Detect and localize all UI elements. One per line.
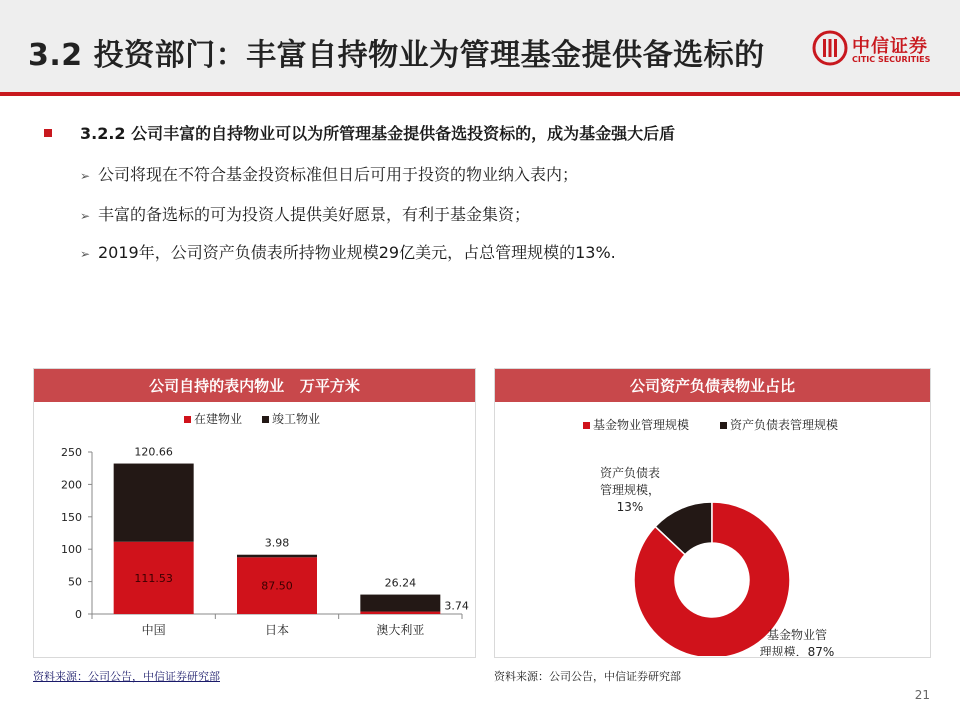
slice-label-line: 13% — [616, 500, 644, 514]
legend-swatch — [262, 416, 269, 423]
x-category-label: 澳大利亚 — [376, 623, 425, 637]
donut-chart-panel — [494, 368, 931, 658]
y-tick-label: 50 — [68, 575, 82, 589]
bullet-text: 2019年，公司资产负债表所持物业规模29亿美元，占总管理规模的13%. — [98, 243, 616, 262]
data-label-in-construction: 111.53 — [134, 571, 173, 585]
data-label-in-construction: 3.74 — [444, 599, 469, 613]
section-heading: 3.2.2 公司丰富的自持物业可以为所管理基金提供备选投资标的，成为基金强大后盾 — [80, 124, 676, 143]
data-label-completed: 26.24 — [384, 576, 417, 590]
y-tick-label: 100 — [61, 543, 82, 557]
bar-segment-completed — [114, 464, 194, 542]
bullet-point — [80, 162, 578, 185]
bar-chart-panel — [33, 368, 476, 658]
citic-logo-icon — [812, 30, 848, 66]
bullet-text: 公司将现在不符合基金投资标准但日后可用于投资的物业纳入表内； — [98, 165, 579, 184]
legend-label: 基金物业管理规模 — [593, 418, 690, 432]
data-label-in-construction: 87.50 — [261, 579, 293, 593]
bullet-point — [80, 202, 530, 225]
page-title: 3.2 投资部门：丰富自持物业为管理基金提供备选标的 — [28, 38, 765, 73]
x-category-label: 中国 — [141, 623, 166, 637]
legend-swatch — [720, 422, 727, 429]
bar-segment-in-construction — [360, 612, 440, 614]
logo-text-en: CITIC SECURITIES — [852, 55, 931, 64]
slice-label-line: 理规模，87% — [759, 645, 835, 656]
arrow-bullet-icon: ➢ — [80, 169, 91, 183]
bullet-point — [80, 240, 616, 263]
logo-text-cn: 中信证券 — [852, 36, 928, 57]
bar-segment-completed — [237, 555, 317, 558]
slice-label-line: 管理规模， — [599, 483, 661, 497]
left-source-note: 资料来源：公司公告，中信证券研究部 — [33, 670, 220, 683]
legend-swatch — [184, 416, 191, 423]
legend-swatch — [583, 422, 590, 429]
y-tick-label: 250 — [61, 446, 82, 459]
right-source-note: 资料来源：公司公告，中信证券研究部 — [494, 670, 681, 683]
bar-chart-title: 公司自持的表内物业 万平方米 — [34, 369, 475, 402]
arrow-bullet-icon: ➢ — [80, 209, 91, 223]
page-number: 21 — [914, 688, 930, 702]
legend-label: 竣工物业 — [272, 412, 321, 426]
donut-chart-title: 公司资产负债表物业占比 — [495, 369, 930, 402]
bullet-square-icon — [44, 129, 52, 137]
y-tick-label: 200 — [61, 478, 82, 492]
donut-chart — [495, 402, 930, 656]
data-label-completed: 120.66 — [134, 445, 173, 459]
slice-label-line: 资产负债表 — [599, 466, 661, 480]
data-label-completed: 3.98 — [264, 536, 290, 550]
header-divider — [0, 92, 960, 96]
x-category-label: 日本 — [264, 623, 290, 637]
citic-logo — [812, 30, 947, 74]
y-tick-label: 150 — [61, 510, 82, 524]
legend-label: 资产负债表管理规模 — [730, 418, 839, 432]
y-tick-label: 0 — [75, 608, 82, 621]
slice-label-line: 基金物业管 — [766, 628, 828, 642]
arrow-bullet-icon: ➢ — [80, 247, 91, 261]
stacked-bar-chart — [34, 402, 475, 656]
bullet-text: 丰富的备选标的可为投资人提供美好愿景，有利于基金集资； — [98, 205, 531, 224]
bar-segment-completed — [360, 595, 440, 612]
legend-label: 在建物业 — [194, 412, 243, 426]
